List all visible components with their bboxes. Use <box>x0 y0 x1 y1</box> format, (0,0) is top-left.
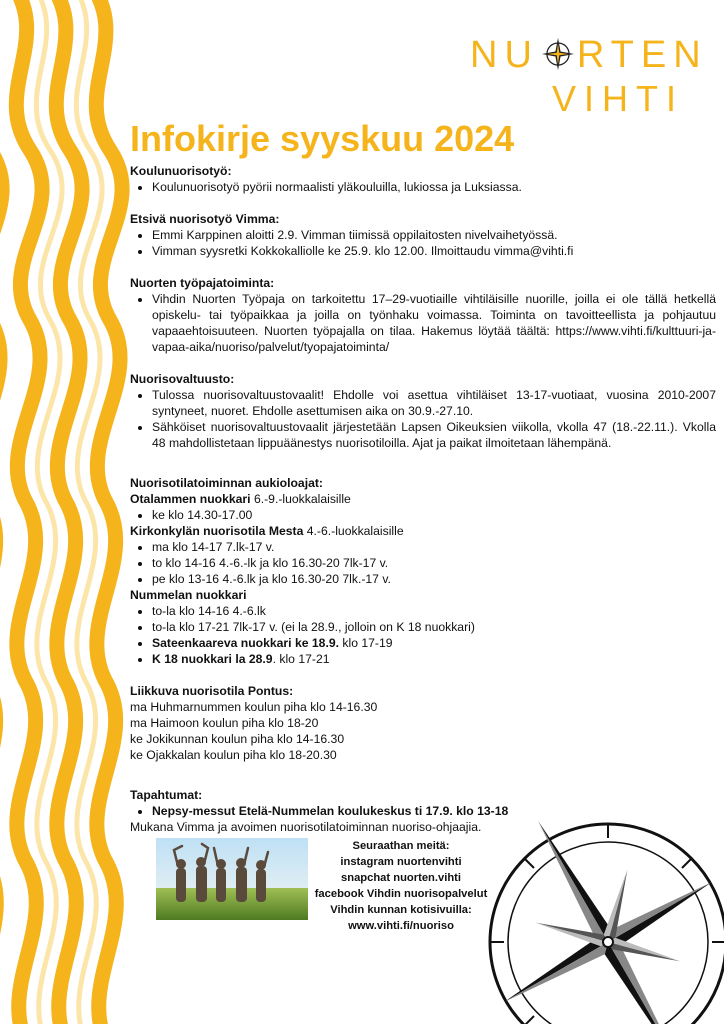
section-etsiva <box>130 211 716 259</box>
event-note: Mukana Vimma ja avoimen nuorisotilatoiminnan nuoriso-ohjaajia. <box>130 820 482 834</box>
follow-line: instagram nuortenvihti <box>340 856 462 868</box>
list-item: • ma klo 14-17 7.lk-17 v. <box>152 539 716 555</box>
list-item: • Nepsy-messut Etelä-Nummelan koulukeskus ti 17.9. klo 13-18 <box>152 803 716 819</box>
compass-star-icon <box>541 37 575 71</box>
follow-line: Seuraathan meitä: <box>352 840 450 852</box>
nuorten-vihti-logo <box>470 34 710 119</box>
list-item <box>152 635 716 651</box>
list-item: • Sähköiset nuorisovaltuustovaalit järjestetään Lapsen Oikeuksien viikolla, vkolla 47 (18.-22.11.). Vkolla 48 mahdollistetaan lippuäänestys nuorisotiloilla. Ajat ja paikat ilmoitetaan lähempänä. <box>152 419 716 451</box>
section-heading: Nuorisotilatoiminnan aukioloajat: <box>130 476 323 490</box>
follow-line: facebook Vihdin nuorisopalvelut <box>314 888 488 900</box>
list-item: • ke klo 14.30-17.00 <box>152 507 716 523</box>
section-nuorisovaltuusto <box>130 371 716 451</box>
list-item: • Tulossa nuorisovaltuustovaalit! Ehdolle voi asettua vihtiläiset 13-17-vuotiaat, vuosina 2010-2007 syntyneet, nuoret. Ehdolle asettumisen aika on 30.9.-27.10. <box>152 387 716 419</box>
venue-name: Otalammen nuokkari <box>130 492 251 506</box>
list-item: • to-la klo 17-21 7lk-17 v. (ei la 28.9., jolloin on K 18 nuokkari) <box>152 619 716 635</box>
section-heading: Nuorisovaltuusto: <box>130 372 235 386</box>
venue-desc: 6.-9.-luokkalaisille <box>250 492 351 506</box>
follow-line: www.vihti.fi/nuoriso <box>348 920 454 932</box>
schedule-line: ke Ojakkalan koulun piha klo 18-20.30 <box>130 748 337 762</box>
compass-rose-decoration <box>458 792 724 1024</box>
event-name: Sateenkaareva nuokkari ke 18.9. <box>152 636 339 650</box>
schedule-line: ma Huhmarnummen koulun piha klo 14-16.30 <box>130 700 378 714</box>
venue-name: Nummelan nuokkari <box>130 588 247 602</box>
section-heading: Koulunuorisotyö: <box>130 164 232 178</box>
list-item: • to klo 14-16 4.-6.-lk ja klo 16.30-20 7lk-17 v. <box>152 555 716 571</box>
list-item: • to-la klo 14-16 4.-6.lk <box>152 603 716 619</box>
follow-line: snapchat nuorten.vihti <box>341 872 461 884</box>
list-item <box>152 651 716 667</box>
logo-text-right: RTEN <box>576 34 708 76</box>
wave-pattern-decoration <box>0 0 130 1024</box>
venue-name: Kirkonkylän nuorisotila Mesta <box>130 524 304 538</box>
page-title: Infokirje syyskuu 2024 <box>130 118 515 159</box>
section-aukioloajat <box>130 475 716 667</box>
list-item: • Koulunuorisotyö pyörii normaalisti yläkouluilla, lukiossa ja Luksiassa. <box>152 179 716 195</box>
section-heading: Liikkuva nuorisotila Pontus: <box>130 684 294 698</box>
section-koulunuorisotyo <box>130 163 716 195</box>
venue-desc: 4.-6.-luokkalaisille <box>303 524 404 538</box>
schedule-line: ma Haimoon koulun piha klo 18-20 <box>130 716 319 730</box>
schedule-line: ke Jokikunnan koulun piha klo 14-16.30 <box>130 732 345 746</box>
section-heading: Etsivä nuorisotyö Vimma: <box>130 212 280 226</box>
list-item: • Emmi Karppinen aloitti 2.9. Vimman tiimissä oppilaitosten nivelvaihetyössä. <box>152 227 716 243</box>
section-heading: Nuorten työpajatoiminta: <box>130 276 275 290</box>
follow-line: Vihdin kunnan kotisivuilla: <box>330 904 472 916</box>
list-item: • pe klo 13-16 4.-6.lk ja klo 16.30-20 7lk.-17 v. <box>152 571 716 587</box>
newsletter-body <box>130 163 716 835</box>
logo-text-left: NU <box>470 34 539 76</box>
event-name: K 18 nuokkari la 28.9 <box>152 652 273 666</box>
event-time: klo 17-19 <box>339 636 393 650</box>
section-pontus <box>130 683 716 763</box>
youth-field-photo <box>156 838 308 920</box>
section-tyopaja <box>130 275 716 355</box>
logo-vihti: VIHTI <box>552 78 685 119</box>
section-heading: Tapahtumat: <box>130 788 203 802</box>
event-time: . klo 17-21 <box>272 652 330 666</box>
list-item: • Vihdin Nuorten Työpaja on tarkoitettu 17–29-vuotiaille vihtiläisille nuorille, joilla ei ole tällä hetkellä opiskelu- tai työpaikkaa ja joilla on työnhaku voimassa. Toiminta on tavoitteellista ja pohjautuu vapaaehtoisuuteen. Nuorten työpajalla on tilaa. Hakemus löytää täältä: https://www.vihti.fi/kulttuuri-ja-vapaa-aika/nuoriso/palvelut/tyopajatoiminta/ <box>152 291 716 355</box>
list-item: • Vimman syysretki Kokkokalliolle ke 25.9. klo 12.00. Ilmoittaudu vimma@vihti.fi <box>152 243 716 259</box>
